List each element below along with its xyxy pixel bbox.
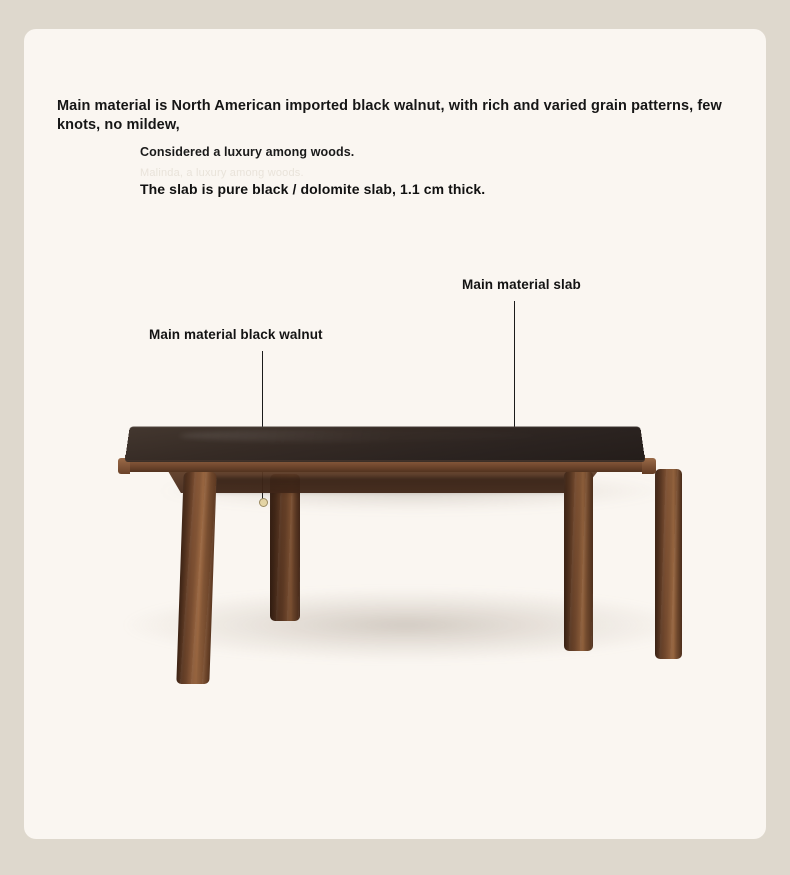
wood-grain-texture <box>655 469 682 659</box>
callout-label-slab: Main material slab <box>462 277 581 292</box>
table-apron-shadow <box>198 477 568 493</box>
callout-label-walnut: Main material black walnut <box>149 327 323 342</box>
table-leg-back-right <box>655 469 682 659</box>
table-leg-front-right <box>564 471 593 651</box>
subline-slab-spec: The slab is pure black / dolomite slab, 1.1 cm thick. <box>140 181 486 197</box>
slab-gloss-highlight <box>179 429 540 442</box>
faint-background-text: Malinda, a luxury among woods. <box>140 167 304 179</box>
product-photo-dining-table <box>48 359 742 759</box>
headline-text: Main material is North American imported black walnut, with rich and varied grain patterns, few knots, no mildew, <box>57 98 722 134</box>
table-leg-back-left <box>270 474 300 621</box>
subline-luxury-wood: Considered a luxury among woods. <box>140 145 355 159</box>
wood-grain-texture <box>270 474 300 621</box>
wood-grain-texture <box>564 471 593 651</box>
content-card <box>24 29 766 839</box>
table-slab-top <box>125 426 645 460</box>
